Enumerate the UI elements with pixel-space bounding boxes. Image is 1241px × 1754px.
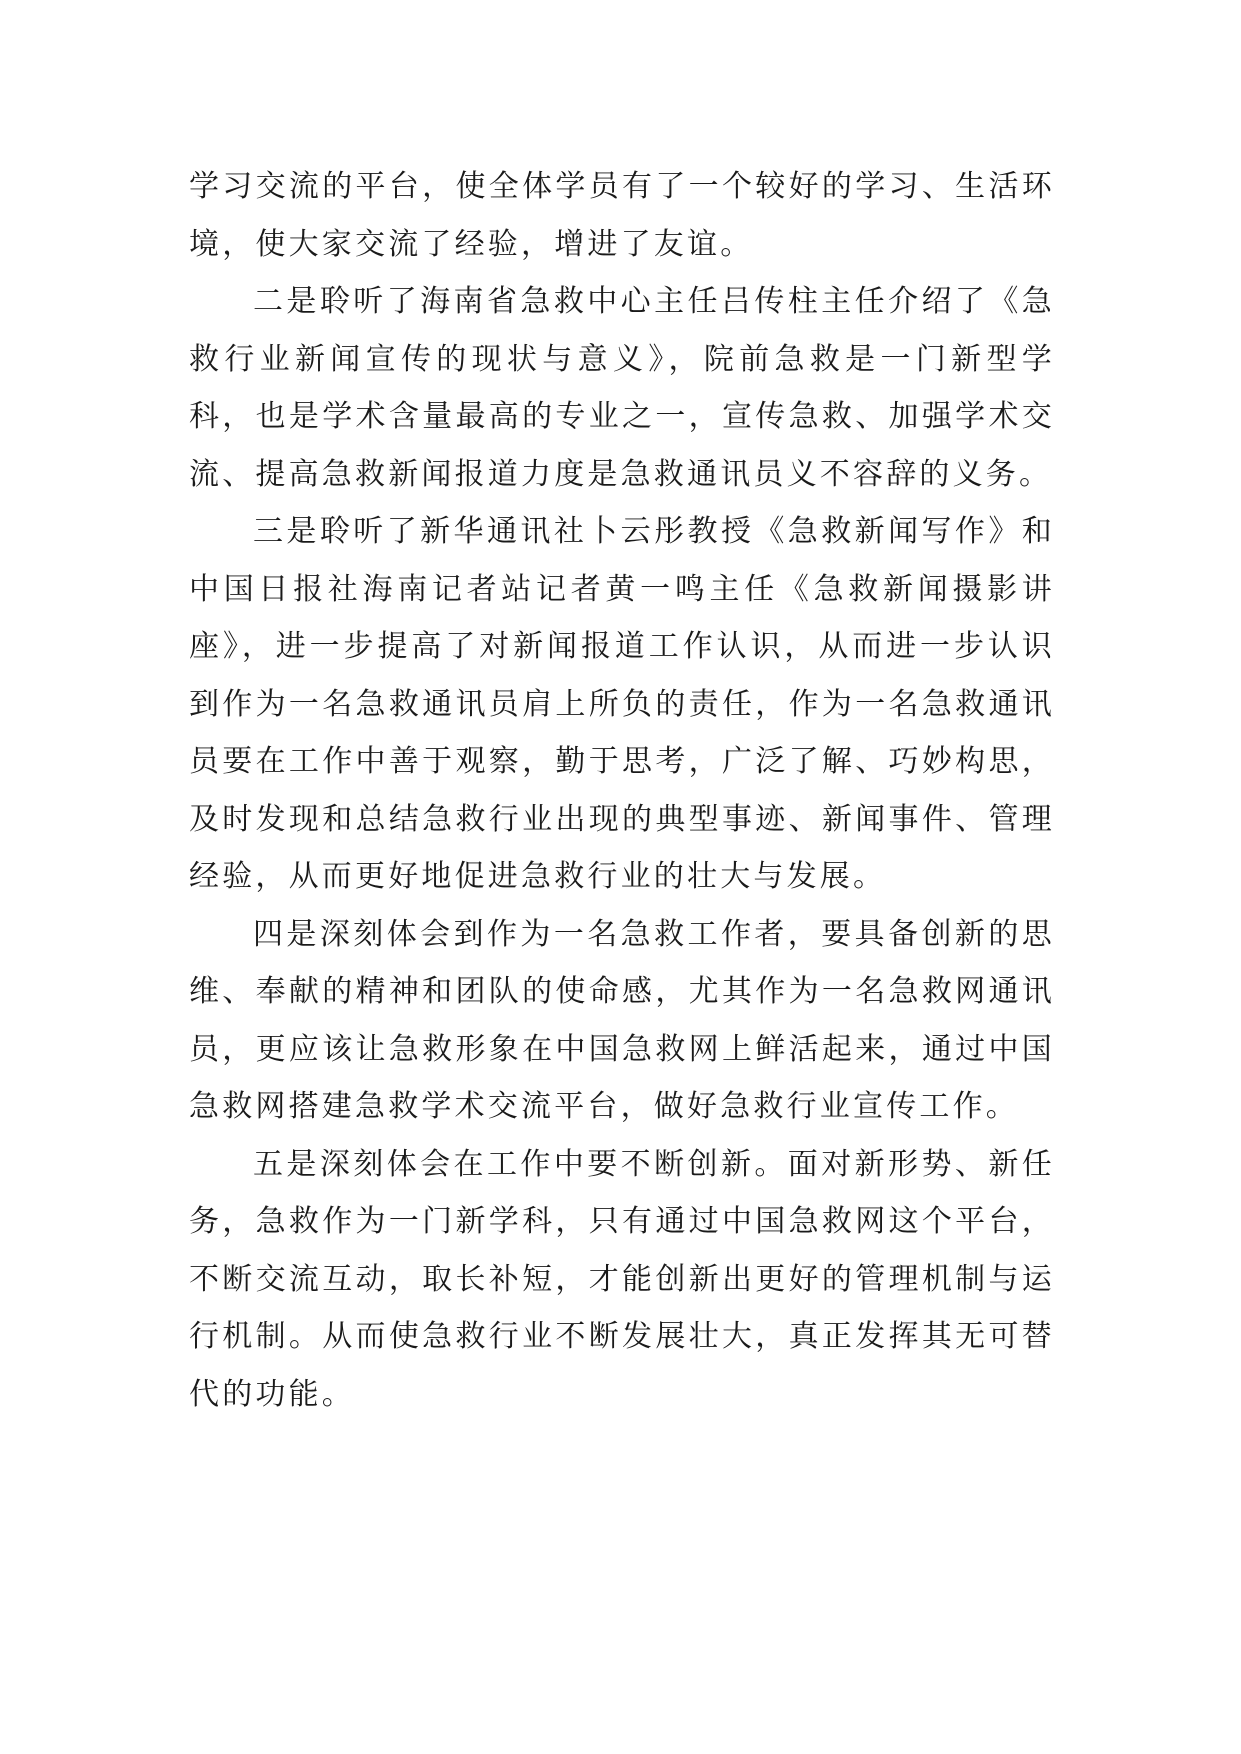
paragraph-2: 二是聆听了海南省急救中心主任吕传柱主任介绍了《急救行业新闻宣传的现状与意义》，院前急救是一门新型学科，也是学术含量最高的专业之一，宣传急救、加强学术交流、提高急救新闻报道力度是急救通讯员义不容辞的义务。: [189, 284, 1055, 492]
document-body: [189, 158, 1055, 1423]
paragraph-5: 五是深刻体会在工作中要不断创新。面对新形势、新任务，急救作为一门新学科，只有通过中国急救网这个平台，不断交流互动，取长补短，才能创新出更好的管理机制与运行机制。从而使急救行业不断发展壮大，真正发挥其无可替代的功能。: [189, 1146, 1055, 1412]
paragraph-4: 四是深刻体会到作为一名急救工作者，要具备创新的思维、奉献的精神和团队的使命感，尤其作为一名急救网通讯员，更应该让急救形象在中国急救网上鲜活起来，通过中国急救网搭建急救学术交流平台，做好急救行业宣传工作。: [189, 916, 1055, 1124]
paragraph-1: 学习交流的平台，使全体学员有了一个较好的学习、生活环境，使大家交流了经验，增进了友谊。: [189, 169, 1055, 262]
paragraph-3: 三是聆听了新华通讯社卜云彤教授《急救新闻写作》和中国日报社海南记者站记者黄一鸣主任《急救新闻摄影讲座》，进一步提高了对新闻报道工作认识，从而进一步认识到作为一名急救通讯员肩上所负的责任，作为一名急救通讯员要在工作中善于观察，勤于思考，广泛了解、巧妙构思，及时发现和总结急救行业出现的典型事迹、新闻事件、管理经验，从而更好地促进急救行业的壮大与发展。: [189, 514, 1055, 894]
